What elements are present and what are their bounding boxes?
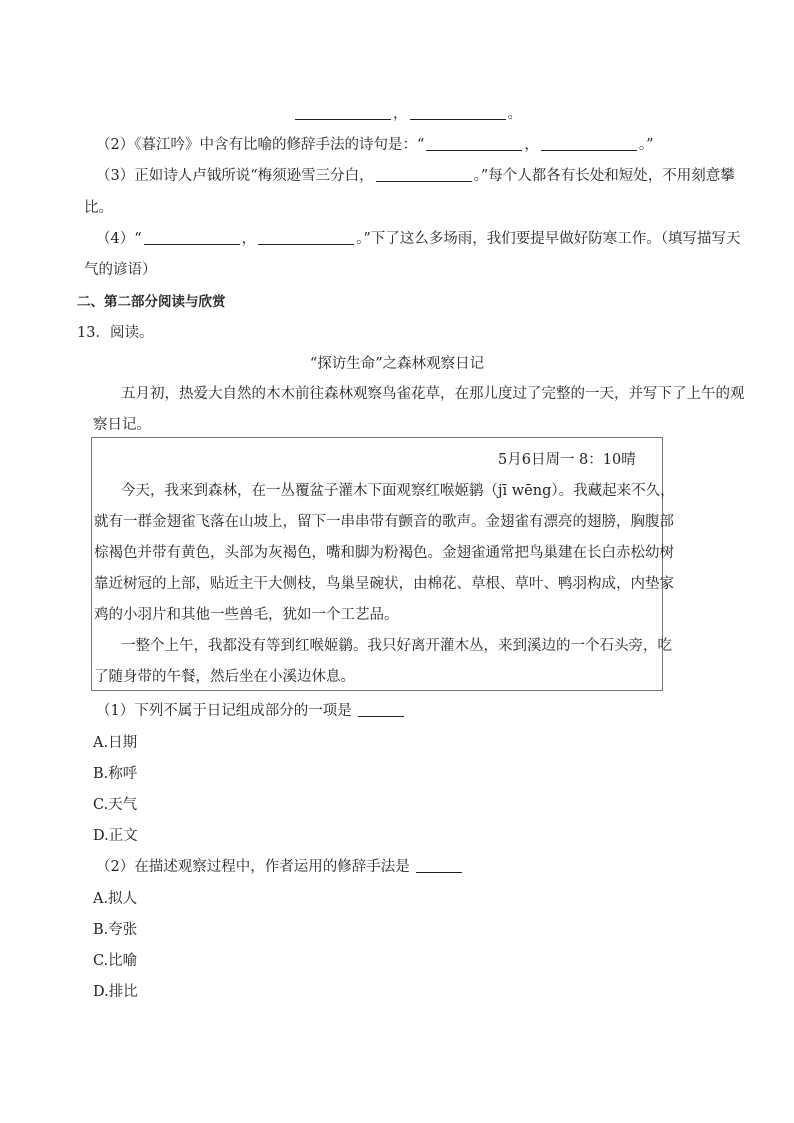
diary-date: 5月6日周一 8：10晴 — [498, 452, 636, 468]
question-4-line — [96, 227, 741, 248]
diary-text: 就有一群金翅雀飞落在山坡上，留下一串串带有颤音的歌声。金翅雀有漂亮的翅膀，胸腹部 — [94, 514, 674, 530]
answer-blank[interactable] — [376, 167, 472, 182]
question-2-line — [96, 133, 654, 154]
question-stem: （2）在描述观察过程中，作者运用的修辞手法是 — [96, 859, 410, 875]
question-stem: （1）下列不属于日记组成部分的一项是 — [96, 703, 352, 719]
answer-blank[interactable] — [258, 230, 354, 245]
sub-question-1 — [96, 699, 406, 720]
diary-text: 棕褐色并带有黄色，头部为灰褐色，嘴和脚为粉褐色。金翅雀通常把鸟巢建在长白赤松幼树 — [94, 545, 674, 561]
answer-blank[interactable] — [410, 105, 506, 120]
period: 。 — [507, 106, 522, 122]
diary-text: 靠近树冠的上部，贴近主干大侧枝，鸟巢呈碗状，由棉花、草根、草叶、鸭羽构成，内垫家 — [94, 576, 674, 592]
answer-blank[interactable] — [358, 702, 404, 717]
question-text: （2）《暮江吟》中含有比喻的修辞手法的诗句是：“ — [96, 137, 425, 153]
diary-text: 了随身带的午餐，然后坐在小溪边休息。 — [94, 669, 355, 685]
prev-answer-line — [293, 102, 522, 123]
question-13-label: 13．阅读。 — [77, 325, 154, 341]
option-b[interactable]: B.夸张 — [93, 922, 138, 938]
answer-blank[interactable] — [426, 136, 522, 151]
quote-end: 。” — [638, 137, 654, 153]
answer-blank[interactable] — [416, 858, 462, 873]
question-text: 。”每个人都各有长处和短处，不用刻意攀 — [473, 168, 735, 184]
diary-text: 鸡的小羽片和其他一些兽毛，犹如一个工艺品。 — [94, 607, 399, 623]
passage-title: “探访生命”之森林观察日记 — [309, 356, 485, 372]
sub-question-2 — [96, 855, 464, 876]
option-d[interactable]: D.正文 — [93, 828, 138, 844]
answer-blank[interactable] — [541, 136, 637, 151]
question-text: （4）“ — [96, 231, 142, 247]
comma: ， — [241, 231, 257, 247]
option-c[interactable]: C.比喻 — [93, 953, 138, 969]
option-c[interactable]: C.天气 — [93, 797, 138, 813]
intro-text: 五月初，热爱大自然的木木前往森林观察鸟雀花草，在那儿度过了完整的一天，并写下了上午的观 — [121, 386, 745, 402]
question-text: （3）正如诗人卢钺所说“梅须逊雪三分白， — [96, 168, 374, 184]
answer-blank[interactable] — [144, 230, 240, 245]
option-b[interactable]: B.称呼 — [93, 766, 138, 782]
intro-text: 察日记。 — [93, 417, 151, 433]
diary-text: 一整个上午，我都没有等到红喉姬鹟。我只好离开灌木丛，来到溪边的一个石头旁，吃 — [121, 638, 672, 654]
question-4-line2: 气的谚语） — [84, 262, 157, 278]
question-3-line — [96, 164, 735, 185]
section-heading: 二、第二部分阅读与欣赏 — [77, 294, 226, 310]
option-a[interactable]: A.日期 — [93, 735, 138, 751]
answer-blank[interactable] — [295, 105, 391, 120]
diary-text: 今天，我来到森林，在一丛覆盆子灌木下面观察红喉姬鹟（jī wēng）。我藏起来不久， — [121, 483, 675, 499]
comma: ， — [524, 137, 539, 153]
question-3-line2: 比。 — [84, 200, 113, 216]
comma: ， — [393, 106, 408, 122]
option-d[interactable]: D.排比 — [93, 984, 138, 1000]
question-text: 。”下了这么多场雨，我们要提早做好防寒工作。（填写描写天 — [356, 231, 741, 247]
option-a[interactable]: A.拟人 — [93, 891, 138, 907]
